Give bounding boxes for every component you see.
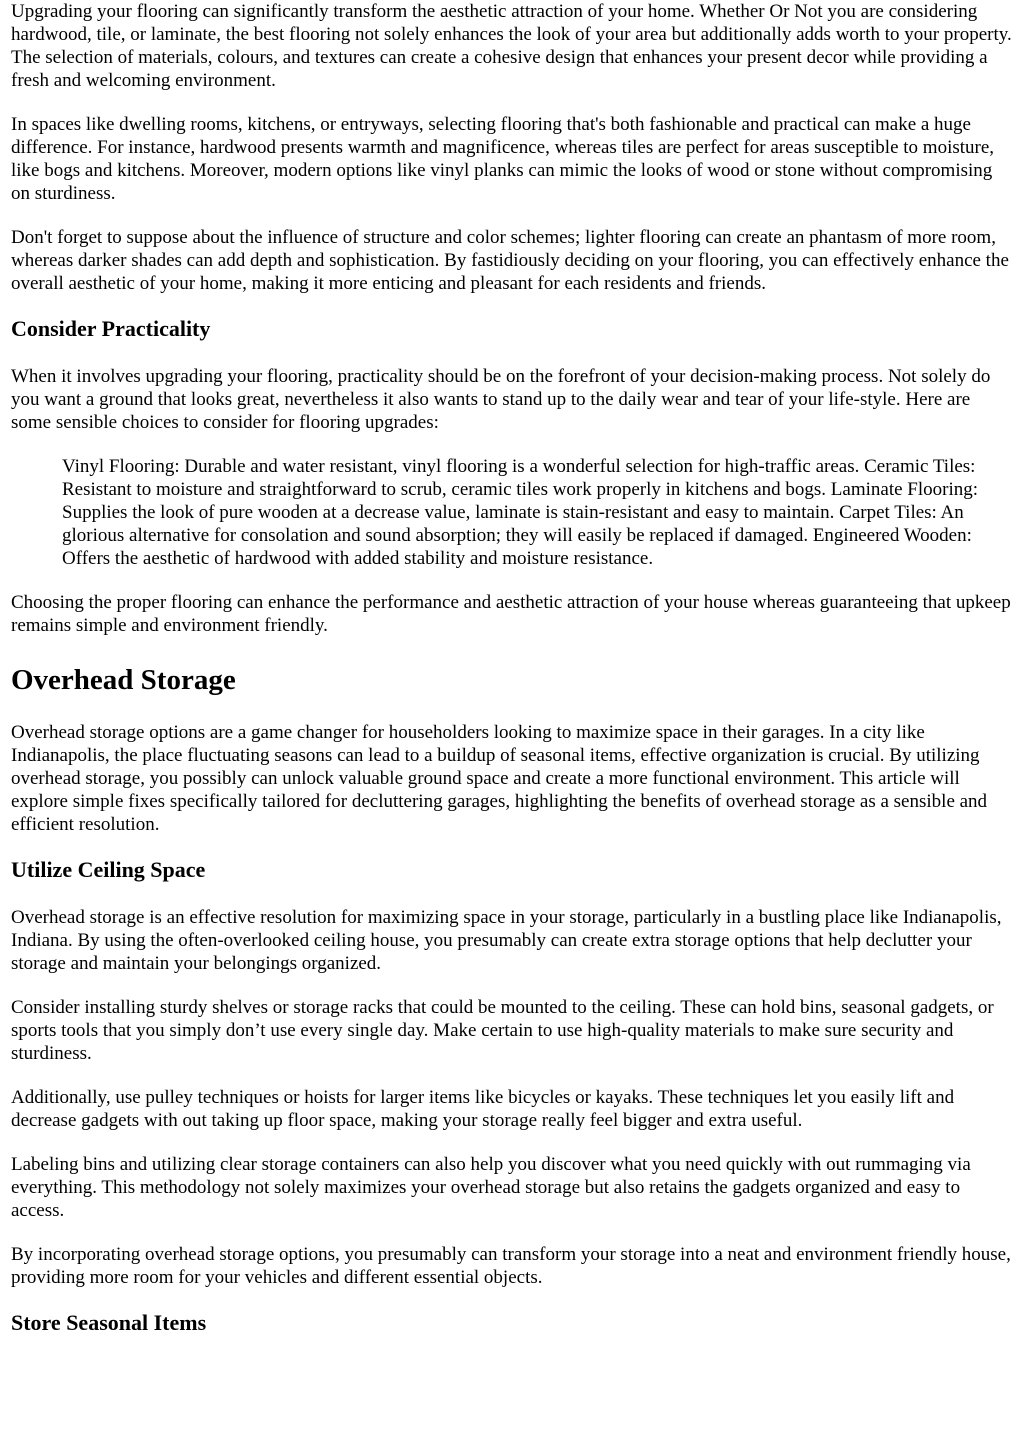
practicality-paragraph: When it involves upgrading your flooring, practicality should be on the forefront of your decision-making process. Not solely do you want a ground that looks great, nevertheless it also wants to stand up to the daily wear and tear of your life-style. Here are some sensible choices to consider for flooring upgrades: bbox=[11, 366, 991, 433]
ceiling-paragraph-4: Labeling bins and utilizing clear storage containers can also help you discover what you need quickly with out rummaging via everything. This methodology not solely maximizes your overhead storage but also retains the gadgets organized and easy to access. bbox=[11, 1154, 971, 1221]
practicality-closing-paragraph: Choosing the proper flooring can enhance the performance and aesthetic attraction of your house whereas guaranteeing that upkeep remains simple and environment friendly. bbox=[11, 592, 1011, 636]
heading-utilize-ceiling-space: Utilize Ceiling Space bbox=[11, 857, 206, 882]
ceiling-paragraph-3: Additionally, use pulley techniques or hoists for larger items like bicycles or kayaks. These techniques let you easily lift and decrease gadgets with out taking up floor space, making your storage really feel bigger and extra useful. bbox=[11, 1087, 955, 1131]
heading-store-seasonal-items: Store Seasonal Items bbox=[11, 1310, 207, 1335]
ceiling-paragraph-2: Consider installing sturdy shelves or storage racks that could be mounted to the ceiling. These can hold bins, seasonal gadgets, or sports tools that you simply don’t use every single day. Make certain to use high-quality materials to make sure security and sturdiness. bbox=[11, 997, 994, 1064]
overhead-paragraph: Overhead storage options are a game changer for householders looking to maximize space in their garages. In a city like Indianapolis, the place fluctuating seasons can lead to a buildup of seasonal items, effective organization is crucial. By utilizing overhead storage, you possibly can unlock valuable ground space and create a more functional environment. This article will explore simple fixes specifically tailored for decluttering garages, highlighting the benefits of overhead storage as a sensible and efficient resolution. bbox=[11, 722, 988, 835]
heading-consider-practicality: Consider Practicality bbox=[11, 316, 211, 341]
flooring-options-quote: Vinyl Flooring: Durable and water resistant, vinyl flooring is a wonderful selection for high-traffic areas. Ceramic Tiles: Resistant to moisture and straightforward to scrub, ceramic tiles work properly in kitchens and bogs. Laminate Flooring: Supplies the look of pure wooden at a decrease value, laminate is stain-resistant and easy to maintain. Carpet Tiles: An glorious alternative for consolation and sound absorption; they will easily be replaced if damaged. Engineered Wooden: Offers the aesthetic of hardwood with added stability and moisture resistance. bbox=[62, 456, 979, 569]
heading-overhead-storage: Overhead Storage bbox=[11, 664, 236, 696]
ceiling-paragraph-5: By incorporating overhead storage options, you presumably can transform your storage into a neat and environment friendly house, providing more room for your vehicles and different essential objects. bbox=[11, 1244, 1011, 1288]
intro-paragraph-1: Upgrading your flooring can significantly transform the aesthetic attraction of your home. Whether Or Not you are considering hardwood, tile, or laminate, the best flooring not solely enhances the look of your area but additionally adds worth to your property. The selection of materials, colours, and textures can create a cohesive design that enhances your present decor while providing a fresh and welcoming environment. bbox=[11, 1, 1012, 91]
ceiling-paragraph-1: Overhead storage is an effective resolution for maximizing space in your storage, particularly in a bustling place like Indianapolis, Indiana. By using the often-overlooked ceiling house, you presumably can create extra storage options that help declutter your storage and maintain your belongings organized. bbox=[11, 907, 1002, 974]
intro-paragraph-2: In spaces like dwelling rooms, kitchens, or entryways, selecting flooring that's both fashionable and practical can make a huge difference. For instance, hardwood presents warmth and magnificence, whereas tiles are perfect for areas susceptible to moisture, like bogs and kitchens. Moreover, modern options like vinyl planks can mimic the looks of wood or stone without compromising on sturdiness. bbox=[11, 114, 995, 204]
intro-paragraph-3: Don't forget to suppose about the influence of structure and color schemes; lighter flooring can create an phantasm of more room, whereas darker shades can add depth and sophistication. By fastidiously deciding on your flooring, you can effectively enhance the overall aesthetic of your home, making it more enticing and pleasant for each residents and friends. bbox=[11, 227, 1009, 294]
